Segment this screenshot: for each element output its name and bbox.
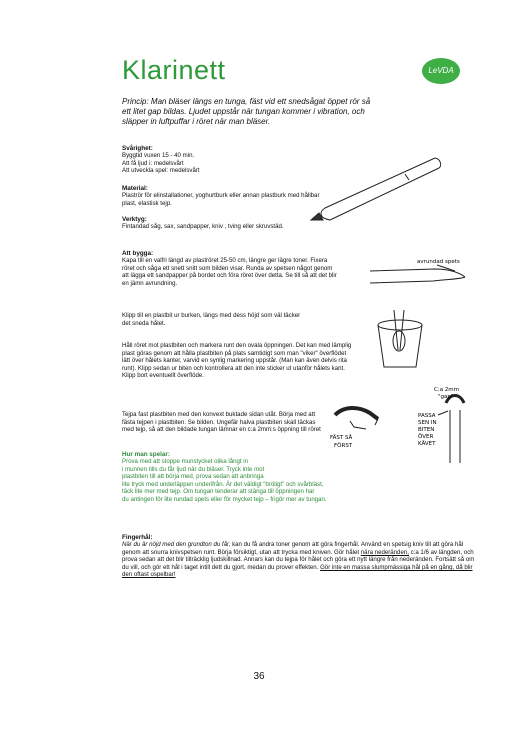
play-line: du antingen för lite rundad spets eller för mycket tejp – frigör mer av tungan. [122, 495, 327, 503]
build-paragraph-3: Håll röret mot plastbiten och markera runt den ovala öppningen. Det kan med lämplig plast göras genom att hålla plastbiten på plats samtidigt som man "viker" överflödet lätt över hålets kanter, varvid en synlig markering uppstår. (Man kan även delvis rita runt). Klipp sedan ur biten och kontrollera att den inte sticker ut utanför hålets kant. Klipp bort eventuellt överflöde. [122, 342, 352, 380]
fingerhole-text-2: c:a 1/6 av längden, och prova sedan att det blir tillräcklig ljudskillnad. Annars kan du tejpa för hålet och göra ett nytt längre från nederänden. Fortsätt så om du vill, och gör ett hål i taget intill dett du gjort, medan du prover effekten. [122, 548, 475, 571]
fingerhole-intro: När du är nöjd med den grundton du får, [122, 541, 231, 548]
difficulty-line: Att få ljud i: medelsvårt [122, 159, 184, 167]
fingerhole-underline-1: nära nederänden, [360, 548, 409, 556]
play-line: lite tryck med underläppen underifrån. Är det väldigt "bröligt" och svårbläst, [122, 480, 324, 488]
tools-section [122, 216, 292, 231]
annotation-over: ÖVER [418, 434, 434, 440]
levda-logo: LeVDA [422, 58, 460, 84]
rounded-tip-label: avrundad spets [417, 259, 460, 265]
difficulty-line: Att utveckla spel: medelsvårt [122, 167, 200, 175]
fingerhole-heading: Fingerhål: [122, 534, 153, 541]
fingerhole-section [122, 534, 477, 579]
build-heading: Att bygga: [122, 250, 154, 257]
annotation-passa: PASSA [418, 413, 436, 419]
tools-heading: Verktyg: [122, 216, 147, 223]
rounded-tip-illustration [365, 255, 475, 295]
build-section [122, 250, 340, 287]
tape-illustration [330, 385, 480, 465]
cup-illustration [370, 305, 430, 375]
annotation-kavet: KÄVET [418, 441, 436, 447]
play-line: täck lite mer med tejp. Om tungan tenderar att stänga till öppningen har [122, 488, 315, 496]
build-paragraph-4: Tejpa fast plastbiten med den konvext buktade sidan utåt. Börja med att fästa tejpen i plastbiten. Se bilden. Ungefär halva plastbiten skall täckas med tejp, så att den bildade tungan lämnar en c:a 2mm:s öppning till röret [122, 411, 321, 434]
gap-label: "gap" [438, 394, 454, 400]
difficulty-line: Byggtid vuxen 15 - 40 min. [122, 152, 195, 159]
fingerhole-text-1: kan du få andra toner genom att göra fingerhål. Använd en spetsig kniv till att göra hål genom att snurra knivspetsen runt. Börja försiktigt, utan att trycka med kniven. Gör hålet [122, 541, 464, 556]
material-heading: Material: [122, 185, 148, 192]
material-text: Plaströr för elinstallationer, yoghurtburk eller annan plastburk med hållbar plast, elastisk tejp. [122, 192, 320, 207]
gap-size-label: C:a 2mm [434, 387, 460, 393]
fingerhole-text [122, 541, 477, 579]
play-line: Prova med att stoppe munstycket olika långt in [122, 458, 249, 465]
annotation-fast-sa: FÄST SÅ [330, 435, 353, 441]
build-paragraph-1: Kapa till en valfri längd av plaströret 25-50 cm, längre ger lägre toner. Fixera röret och såga ett snett snitt som bilden visar. Runda av spetsen något genom att lägga ett sandpapper på bordet och föra röret över detta. Se till så att det blir en jämn avrundning. [122, 257, 337, 287]
play-line: plastbiten till att börja med, prova sedan att anbringa [122, 473, 264, 481]
principle-text: Princip: Man bläser längs en tunga, fäst vid ett snedsågat öppet rör så ett litet gap bildas. Ljudet uppstår när tungan kommer i vibration, och släpper in luftpuffar i röret när man bläser. [122, 97, 371, 126]
fingerhole-underline-2: Gör inte en massa slumpmässiga hål på en gång, då blir den oftast ospelbar! [122, 563, 473, 579]
page-title: Klarinett [122, 55, 226, 85]
annotation-biten: BITEN [418, 427, 435, 433]
annotation-sen-in: SEN IN [418, 420, 437, 426]
play-line: i munnen tills du får ljud när du bläser. Tryck inte mot [122, 465, 265, 473]
pipe-illustration [305, 150, 445, 230]
difficulty-heading: Svårighet: [122, 145, 153, 152]
build-paragraph-2: Klipp till en plastbit ur burken, längs med dess höjd som väl täcker det sneda hålet. [122, 312, 301, 327]
annotation-forst: FÖRST [334, 443, 353, 449]
play-heading: Hur man spelar: [122, 451, 170, 458]
material-section [122, 185, 322, 207]
tools-text: Fintandad såg, sax, sandpapper, kniv , tving eller skruvstäd. [122, 223, 284, 230]
page-number: 36 [253, 671, 265, 682]
